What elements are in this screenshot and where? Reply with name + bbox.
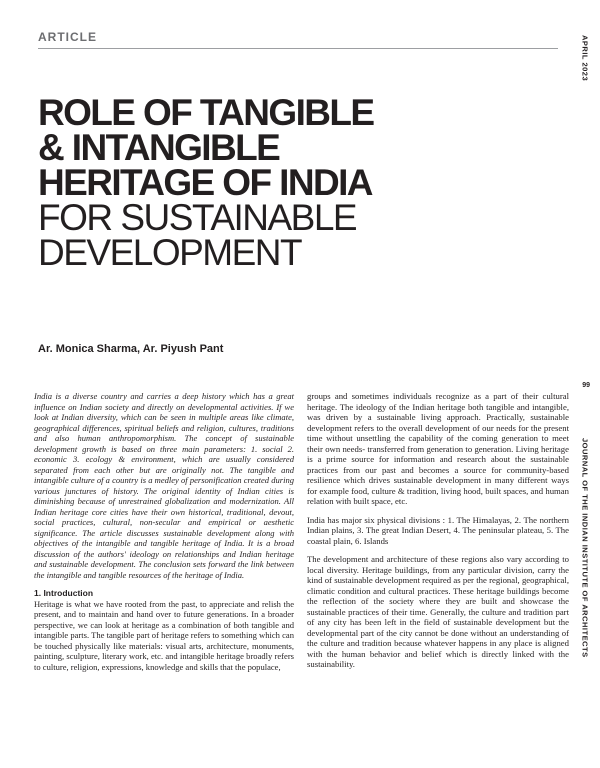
right-column bbox=[307, 391, 569, 678]
title-line-3: HERITAGE OF INDIA bbox=[38, 162, 372, 203]
title-line-5: DEVELOPMENT bbox=[38, 232, 302, 273]
author-byline: Ar. Monica Sharma, Ar. Piyush Pant bbox=[38, 343, 224, 355]
title-line-1: ROLE OF TANGIBLE bbox=[38, 92, 374, 133]
page-number: 99 bbox=[582, 382, 590, 389]
body-paragraph: The development and architecture of these regions also vary according to local diversity. Heritage buildings, from any particular division, carry the kind of sustainable development required as per the regional, geographical, climatic condition and cultural practices. These heritage buildings become the reflection of the society where they are built and showcase the sustainable practices of their time. Generally, the culture and tradition part of any city has been left in the field of sustainable development but the developmental part of the city cannot be done without an understanding of the culture and tradition because whatever happens in any place is aligned with the human behavior and belief which is directly linked with the sustainability. bbox=[307, 554, 569, 669]
article-title bbox=[38, 92, 558, 273]
issue-date: APRIL 2023 bbox=[580, 34, 590, 82]
body-paragraph: groups and sometimes individuals recognize as a part of their cultural heritage. The ideology of the Indian heritage both tangible and intangible, was driven by a sustainable living approach. Practically, sustainable development refers to the overall development of our needs for the present time without unsettling the capability of the coming generation to meet their own needs- transferred from generation to generation. Living heritage is a prime source for information and research about the sustainable practices from our past and becomes a source for community-based resilience which drives sustainable development in many different ways for example food, culture & tradition, living hood, built spaces, and human relation with built space, etc. bbox=[307, 391, 569, 506]
introduction-paragraph: Heritage is what we have rooted from the past, to appreciate and relish the present, and to maintain and hand over to future generations. In a broader perspective, we can look at heritage as a combination of both tangible and intangible parts. The tangible part of heritage refers to something which can be touched physically like materials: visual arts, architecture, monuments, painting, sculpture, literary work, etc. and intangible heritage broadly refers to culture, religion, expressions, knowledge and skills that the populace, bbox=[34, 598, 294, 672]
abstract-paragraph: India is a diverse country and carries a deep history which has a great influence on Indian society and directly on developmental activities. If we look at Indian diversity, which can be seen in multiple areas like climate, geographical differences, spiritual beliefs and religion, cultures, traditions and also human anthropomorphism. The concept of sustainable development growth is based on three main parameters: 1. social 2. economic 3. ecology & environment, which are usually considered separated from each other but are originally not. The tangible and intangible culture of a country is a medley of personification created during various junctures of history. The original identity of Indian cities is diminishing because of unrestrained globalization and modernization. All Indian heritage core cities have their own historical, traditional, devout, social practices, cultural, non-secular and empirical or aesthetic significance. The article discusses sustainable development along with objectives of the intangible and tangible heritage of India. It is a broad discussion of the authors' ideology on relationships and Indian heritage and sustainable development. The conclusion sets forward the link between the intangible and tangible resources of the heritage of India. bbox=[34, 391, 294, 580]
section-label: ARTICLE bbox=[38, 30, 97, 44]
journal-name: JOURNAL OF THE INDIAN INSTITUTE OF ARCHITECTS bbox=[580, 438, 590, 658]
left-column bbox=[34, 391, 294, 680]
body-paragraph: India has major six physical divisions : 1. The Himalayas, 2. The northern Indian plains, 3. The great Indian Desert, 4. The peninsular plateau, 5. The coastal plain, 6. Islands bbox=[307, 514, 569, 546]
title-line-4: FOR SUSTAINABLE bbox=[38, 197, 357, 238]
header-divider bbox=[38, 48, 558, 49]
title-line-2: & INTANGIBLE bbox=[38, 127, 280, 168]
journal-name-sidebar bbox=[570, 358, 600, 738]
issue-date-sidebar bbox=[570, 28, 600, 88]
introduction-heading: 1. Introduction bbox=[34, 588, 94, 598]
